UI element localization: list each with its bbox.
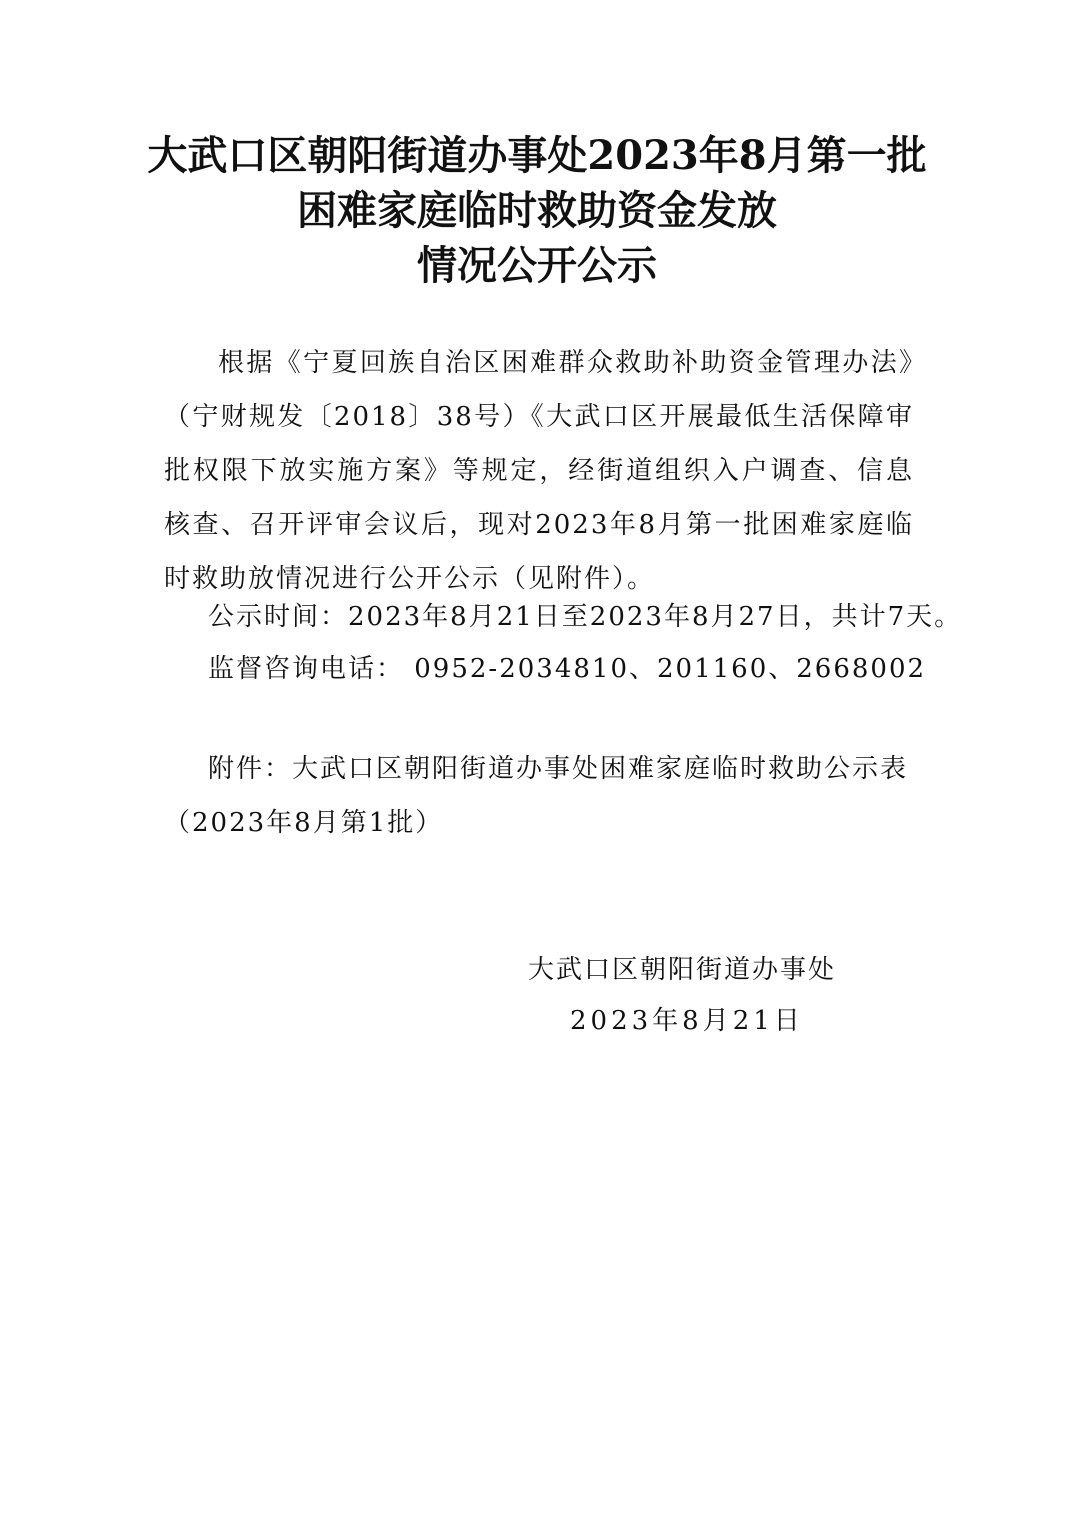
- title-line-1: 大武口区朝阳街道办事处2023年8月第一批: [147, 132, 927, 179]
- document-title: [0, 128, 1074, 293]
- attachment-note: 附件：大武口区朝阳街道办事处困难家庭临时救助公示表（2023年8月第1批）: [164, 754, 909, 838]
- title-line-3: 情况公开公示: [417, 242, 657, 289]
- signature-organization: 大武口区朝阳街道办事处: [528, 955, 837, 985]
- supervision-phone: 监督咨询电话： 0952-2034810、201160、2668002: [208, 654, 927, 684]
- title-line-2: 困难家庭临时救助资金发放: [297, 187, 777, 234]
- body-paragraph: 根据《宁夏回族自治区困难群众救助补助资金管理办法》（宁财规发〔2018〕38号）《大武口区开展最低生活保障审批权限下放实施方案》等规定，经街道组织入户调查、信息核查、召开评审会议后，现对2023年8月第一批困难家庭临时救助放情况进行公开公示（见附件）。: [164, 348, 914, 594]
- publicity-period: 公示时间：2023年8月21日至2023年8月27日，共计7天。: [208, 602, 963, 632]
- signature-date: 2023年8月21日: [570, 1006, 804, 1036]
